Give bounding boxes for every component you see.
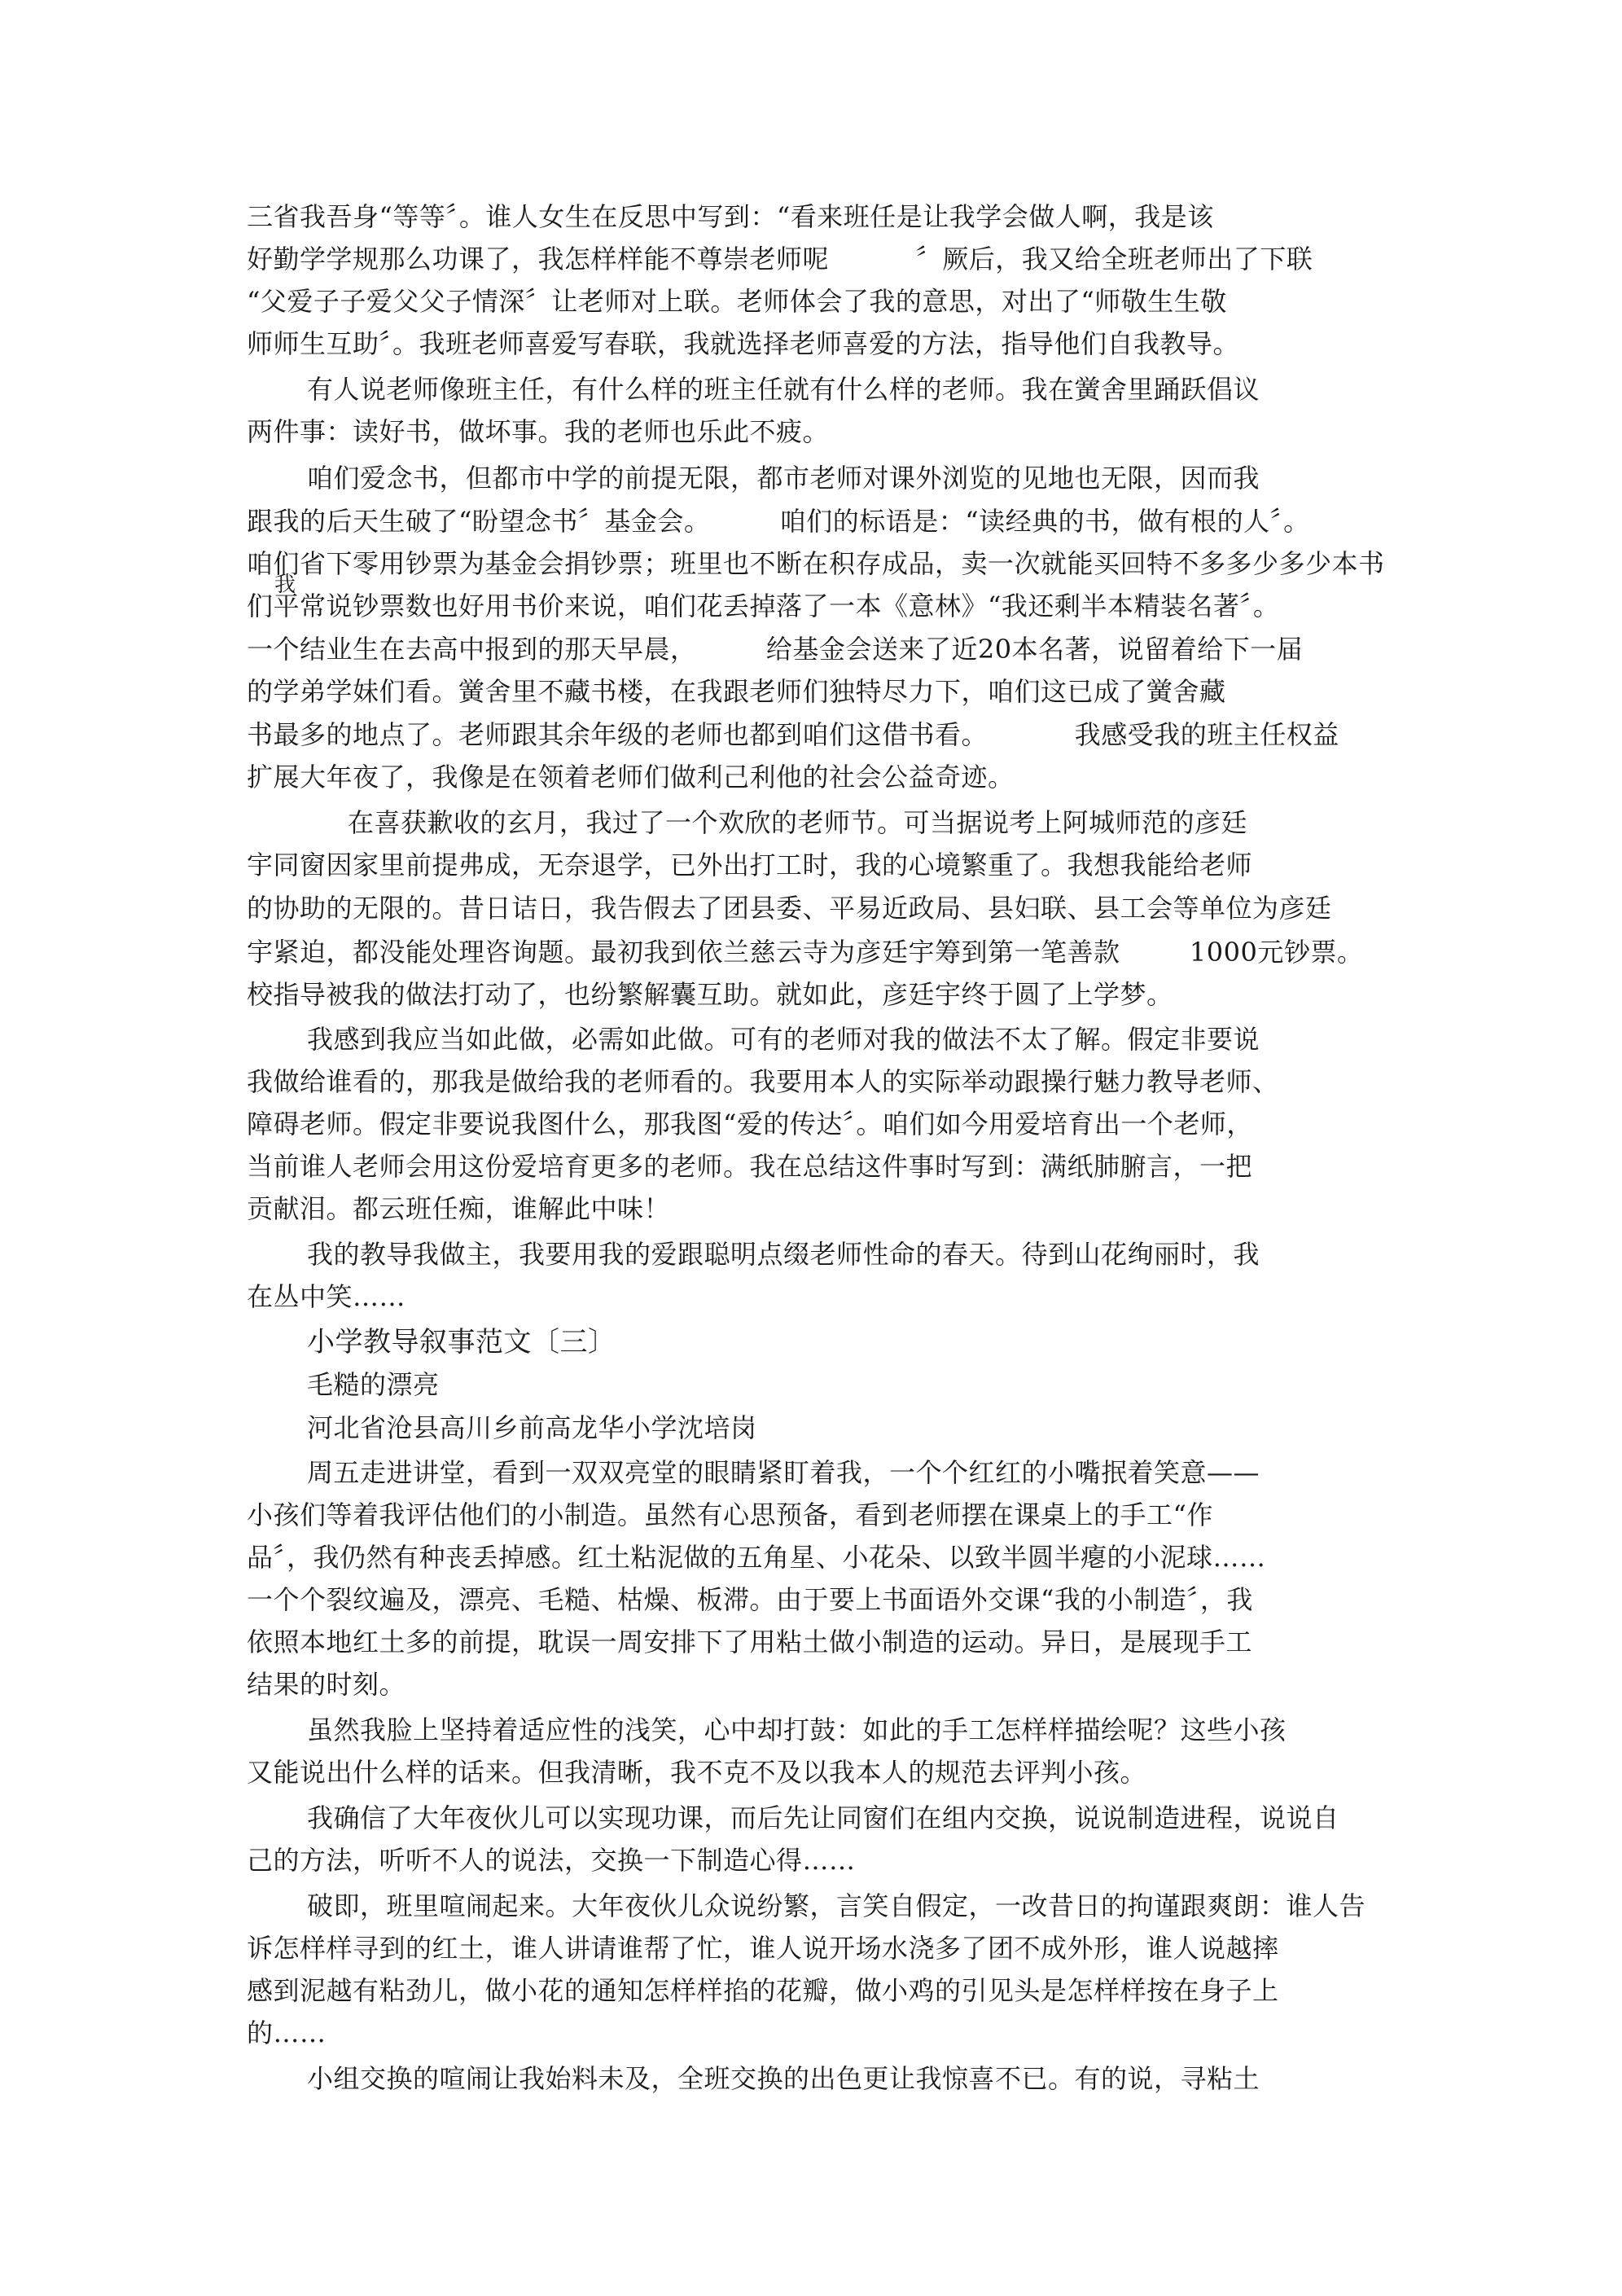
author-line: 河北省沧县高川乡前高龙华小学沈培岗	[307, 1412, 757, 1443]
text-line: 我	[274, 573, 296, 597]
text-line: 校指导被我的做法打动了，也纷繁解囊互助。就如此，彦廷宇终于圆了上学梦。	[247, 979, 1173, 1010]
text-line: 师师生互助〞。我班老师喜爱写春联，我就选择老师喜爱的方法，指导他们自我教导。	[247, 328, 1240, 359]
text-line: 一个个裂纹遍及，漂亮、毛糙、枯燥、板滞。由于要上书面语外交课“我的小制造〞，我	[247, 1584, 1253, 1615]
text-line: 感到泥越有粘劲儿，做小花的通知怎样样掐的花瓣，做小鸡的引见头是怎样样按在身子上	[247, 1975, 1279, 2006]
text-line: 我确信了大年夜伙儿可以实现功课，而后先让同窗们在组内交换，说说制造进程，说说自	[307, 1802, 1339, 1833]
text-line: 一个结业生在去高中报到的那天早晨， 给基金会送来了近20本名著，说留着给下一届	[247, 634, 1304, 665]
text-line: 破即，班里喧闹起来。大年夜伙儿众说纷繁，言笑自假定，一改昔日的拘谨跟爽朗：谁人告	[307, 1890, 1366, 1921]
text-line: 我做给谁看的，那我是做给我的老师看的。我要用本人的实际举动跟操行魅力教导老师、	[247, 1066, 1279, 1097]
text-line: 宇紧迫，都没能处理咨询题。最初我到依兰慈云寺为彦廷宇筹到第一笔善款 1000元钞票。	[247, 937, 1364, 968]
text-line: 我的教导我做主，我要用我的爱跟聪明点缀老师性命的春天。待到山花绚丽时，我	[307, 1239, 1260, 1270]
text-line: 三省我吾身“等等〞。谁人女生在反思中写到：“看来班任是让我学会做人啊，我是该	[247, 201, 1214, 232]
text-line: 的学弟学妹们看。黉舍里不藏书楼，在我跟老师们独特尽力下，咱们这已成了黉舍藏	[247, 676, 1226, 707]
text-line: 在喜获歉收的玄月，我过了一个欢欣的老师节。可当据说考上阿城师范的彦廷	[348, 807, 1248, 838]
text-line: 周五走进讲堂，看到一双双亮堂的眼睛紧盯着我，一个个红红的小嘴抿着笑意——	[307, 1457, 1260, 1488]
text-line: 虽然我脸上坚持着适应性的浅笑，心中却打鼓：如此的手工怎样样描绘呢？这些小孩	[307, 1714, 1287, 1745]
text-line: 品〞，我仍然有种丧丢掉感。红土粘泥做的五角星、小花朵、以致半圆半瘪的小泥球……	[247, 1542, 1266, 1573]
text-line: 障碍老师。假定非要说我图什么，那我图“爱的传达〞。咱们如今用爱培育出一个老师，	[247, 1108, 1253, 1139]
text-line: 宇同窗因家里前提弗成，无奈退学，已外出打工时，我的心境繁重了。我想我能给老师	[247, 849, 1253, 880]
text-line: 跟我的后天生破了“盼望念书〞基金会。 咱们的标语是：“读经典的书，做有根的人〞。	[247, 506, 1310, 537]
text-line: 好勤学学规那么功课了，我怎样样能不尊崇老师呢 〞厥后，我又给全班老师出了下联	[247, 244, 1313, 274]
text-line: 诉怎样样寻到的红土，谁人讲请谁帮了忙，谁人说开场水浇多了团不成外形，谁人说越摔	[247, 1933, 1279, 1964]
subtitle: 毛糙的漂亮	[307, 1369, 440, 1400]
text-line: 当前谁人老师会用这份爱培育更多的老师。我在总结这件事时写到：满纸肺腑言，一把	[247, 1151, 1253, 1182]
text-line: 的……	[247, 2017, 327, 2048]
text-line: “父爱子子爱父父子情深〞让老师对上联。老师体会了我的意思，对出了“师敬生生敬	[247, 286, 1227, 317]
text-line: 小孩们等着我评估他们的小制造。虽然有心思预备，看到老师摆在课桌上的手工“作	[247, 1499, 1213, 1530]
section-title: 小学教导叙事范文〔三〕	[307, 1326, 616, 1359]
text-line: 小组交换的喧闹让我始料未及，全班交换的出色更让我惊喜不已。有的说，寻粘土	[307, 2063, 1260, 2094]
text-line: 贡献泪。都云班任痴，谁解此中味！	[247, 1193, 671, 1224]
text-line: 有人说老师像班主任，有什么样的班主任就有什么样的老师。我在黉舍里踊跃倡议	[307, 374, 1260, 405]
text-line: 咱们省下零用钞票为基金会捐钞票；班里也不断在积存成品，卖一次就能买回特不多多少多少本书	[247, 548, 1385, 579]
text-line: 们平常说钞票数也好用书价来说，咱们花丢掉落了一本《意林》“我还剩半本精装名著〞。	[247, 590, 1280, 621]
text-line: 两件事：读好书，做坏事。我的老师也乐此不疲。	[247, 416, 830, 447]
text-line: 己的方法，听听不人的说法，交换一下制造心得……	[247, 1845, 856, 1876]
text-line: 咱们爱念书，但都市中学的前提无限，都市老师对课外浏览的见地也无限，因而我	[307, 463, 1260, 494]
text-line: 的协助的无限的。昔日诘日，我告假去了团县委、平易近政局、县妇联、县工会等单位为彦廷	[247, 893, 1332, 924]
text-line: 在丛中笑……	[247, 1281, 406, 1312]
text-line: 扩展大年夜了，我像是在领着老师们做利己利他的社会公益奇迹。	[247, 762, 1015, 792]
text-line: 结果的时刻。	[247, 1669, 406, 1700]
text-line: 我感到我应当如此做，必需如此做。可有的老师对我的做法不太了解。假定非要说	[307, 1024, 1260, 1055]
text-line: 书最多的地点了。老师跟其余年级的老师也都到咱们这借书看。 我感受我的班主任权益	[247, 719, 1339, 750]
text-line: 依照本地红土多的前提，耽误一周安排下了用粘土做小制造的运动。异日，是展现手工	[247, 1627, 1253, 1657]
text-line: 又能说出什么样的话来。但我清晰，我不克不及以我本人的规范去评判小孩。	[247, 1757, 1147, 1788]
